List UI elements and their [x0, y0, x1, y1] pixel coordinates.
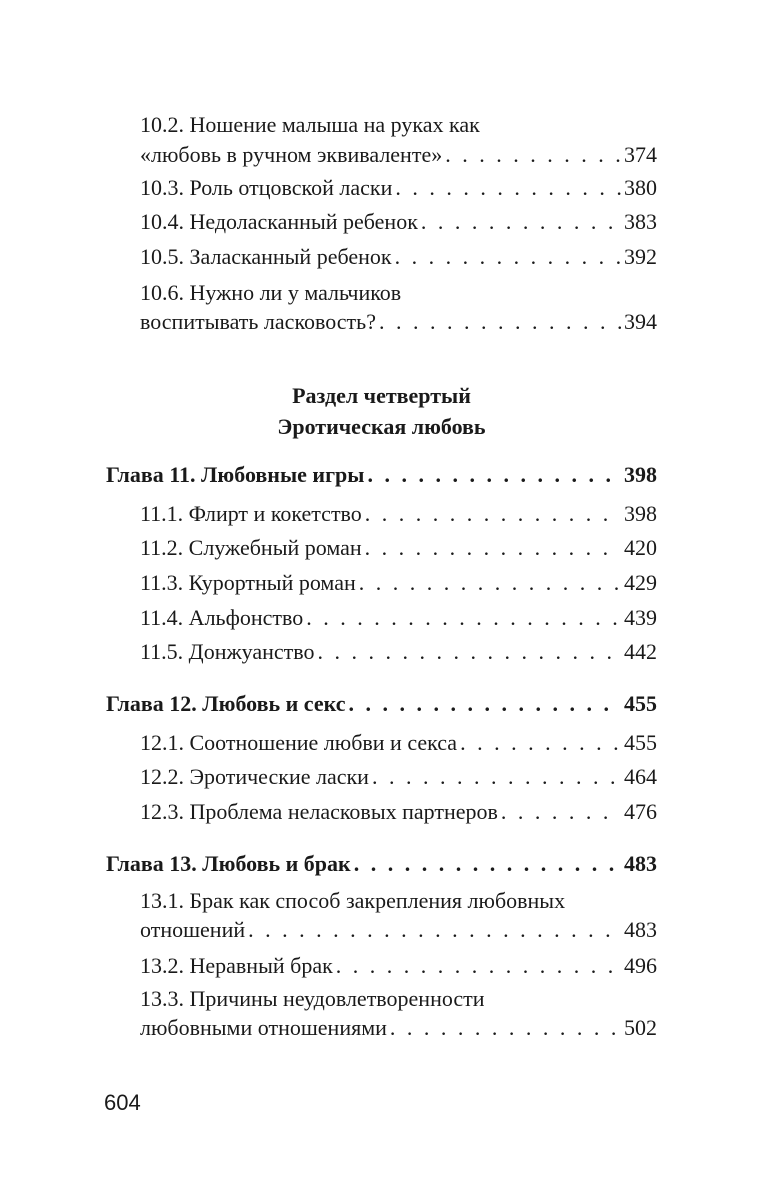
page-number: 604 [104, 1090, 141, 1115]
dot-leader [354, 849, 621, 879]
toc-entry-page: 476 [624, 799, 657, 824]
toc-entry-label: «любовь в ручном эквиваленте» [140, 142, 443, 167]
toc-entry-page: 380 [624, 175, 657, 200]
dot-leader [390, 1013, 621, 1043]
toc-entry-page: 374 [624, 142, 657, 167]
toc-entry-page: 394 [624, 309, 657, 334]
toc-chapter-page: 398 [624, 462, 657, 487]
dot-leader [379, 307, 621, 337]
toc-chapter-label: Глава 13. Любовь и брак [106, 851, 351, 876]
toc-entry-page: 439 [624, 605, 657, 630]
dot-leader [359, 568, 621, 598]
toc-entry-label: 11.3. Курортный роман [140, 570, 356, 595]
toc-entry-10-6 [140, 307, 657, 337]
toc-entry-13-2 [140, 951, 657, 981]
toc-chapter-label: Глава 12. Любовь и секс [106, 691, 346, 716]
section-title: Раздел четвертый [292, 383, 471, 408]
toc-entry-12-2 [140, 762, 657, 792]
toc-entry-page: 496 [624, 953, 657, 978]
toc-entry-label: 10.4. Недоласканный ребенок [140, 209, 418, 234]
toc-entry-11-4 [140, 603, 657, 633]
toc-entry-11-5 [140, 637, 657, 667]
toc-entry-10-5 [140, 242, 657, 272]
toc-entry-11-1 [140, 499, 657, 529]
toc-entry-page: 483 [624, 917, 657, 942]
dot-leader [460, 728, 621, 758]
dot-leader [421, 207, 621, 237]
toc-entry-page: 429 [624, 570, 657, 595]
toc-entry-13-1 [140, 915, 657, 945]
toc-entry-13-3-line1: 13.3. Причины неудовлетворенности [140, 986, 485, 1011]
toc-entry-label: 12.3. Проблема неласковых партнеров [140, 799, 498, 824]
toc-entry-10-4 [140, 207, 657, 237]
toc-entry-12-3 [140, 797, 657, 827]
toc-entry-10-2 [140, 140, 657, 170]
toc-entry-page: 455 [624, 730, 657, 755]
toc-entry-page: 398 [624, 501, 657, 526]
dot-leader [248, 915, 621, 945]
toc-entry-page: 442 [624, 639, 657, 664]
toc-entry-label: 11.4. Альфонство [140, 605, 304, 630]
toc-entry-label: 10.5. Заласканный ребенок [140, 244, 392, 269]
toc-entry-10-3 [140, 173, 657, 203]
toc-entry-label: 12.1. Соотношение любви и секса [140, 730, 458, 755]
dot-leader [336, 951, 621, 981]
toc-chapter-label: Глава 11. Любовные игры [106, 462, 365, 487]
toc-entry-page: 392 [624, 244, 657, 269]
dot-leader [365, 499, 621, 529]
toc-entry-page: 383 [624, 209, 657, 234]
toc-entry-11-2 [140, 533, 657, 563]
toc-chapter-12 [106, 689, 657, 719]
dot-leader [395, 173, 621, 203]
toc-entry-label: 11.1. Флирт и кокетство [140, 501, 362, 526]
toc-entry-page: 464 [624, 764, 657, 789]
toc-entry-label: 12.2. Эротические ласки [140, 764, 369, 789]
toc-entry-12-1 [140, 728, 657, 758]
dot-leader [349, 689, 622, 719]
toc-entry-page: 420 [624, 535, 657, 560]
dot-leader [318, 637, 621, 667]
toc-entry-label: 10.3. Роль отцовской ласки [140, 175, 393, 200]
toc-entry-page: 502 [624, 1015, 657, 1040]
toc-chapter-page: 455 [624, 691, 657, 716]
dot-leader [367, 460, 621, 490]
toc-chapter-page: 483 [624, 851, 657, 876]
toc-chapter-13 [106, 849, 657, 879]
toc-entry-label: любовными отношениями [140, 1015, 387, 1040]
dot-leader [445, 140, 621, 170]
dot-leader [501, 797, 621, 827]
toc-entry-13-1-line1: 13.1. Брак как способ закрепления любовных [140, 888, 566, 913]
section-subtitle: Эротическая любовь [277, 414, 486, 439]
toc-entry-10-6-line1: 10.6. Нужно ли у мальчиков [140, 280, 402, 305]
toc-entry-label: отношений [140, 917, 246, 942]
dot-leader [395, 242, 621, 272]
dot-leader [306, 603, 621, 633]
toc-entry-label: 11.2. Служебный роман [140, 535, 362, 560]
toc-entry-13-3 [140, 1013, 657, 1043]
toc-entry-label: воспитывать ласковость? [140, 309, 376, 334]
toc-chapter-11 [106, 460, 657, 490]
dot-leader [372, 762, 621, 792]
toc-entry-label: 13.2. Неравный брак [140, 953, 333, 978]
toc-entry-11-3 [140, 568, 657, 598]
dot-leader [365, 533, 621, 563]
toc-entry-label: 11.5. Донжуанство [140, 639, 315, 664]
toc-entry-10-2-line1: 10.2. Ношение малыша на руках как [140, 112, 480, 137]
